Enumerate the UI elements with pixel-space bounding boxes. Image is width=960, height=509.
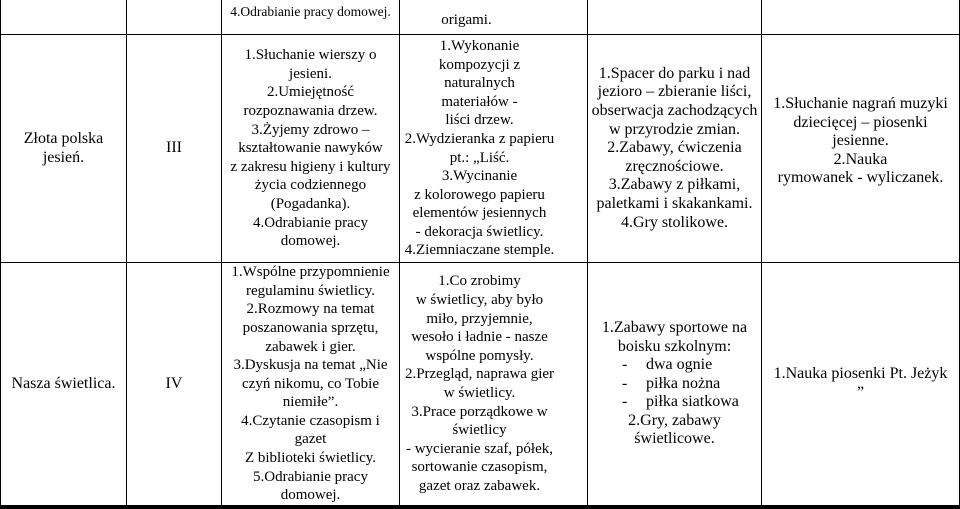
art-line: origami. [441, 12, 492, 28]
activity-line: domowej. [280, 233, 341, 250]
activity-line: 2.Umiejętność [266, 84, 355, 101]
activity-line: z zakresu higieny i kultury [230, 158, 391, 175]
art-line: - wycieranie szaf, półek, [405, 440, 553, 457]
activity-line: 4.Odrabianie pracy domowej. [230, 4, 391, 19]
week-number: IV [165, 374, 183, 392]
game-line: 3.Zabawy z piłkami, [608, 176, 741, 194]
week-cell [127, 263, 222, 509]
music-line: rymowanek - wyliczanek. [777, 169, 944, 187]
art-cell [400, 0, 588, 35]
topic-cell [0, 0, 127, 35]
music-line: ” [856, 384, 865, 401]
activity-line: życia codziennego [254, 177, 367, 194]
art-line: elementów jesiennych [412, 205, 547, 222]
activities-cell [222, 263, 400, 509]
game-line: paletkami i skakankami. [596, 194, 753, 212]
music-cell [762, 263, 960, 509]
activity-line: 4.Odrabianie pracy [253, 214, 368, 231]
activity-line: czyń nikomu, co Tobie [242, 375, 379, 392]
games-cell [588, 263, 762, 509]
art-line: liści drzew. [445, 112, 514, 129]
art-line: gazet oraz zabawek. [418, 477, 541, 494]
list-item [622, 356, 761, 375]
game-line: 4.Gry stolikowe. [620, 213, 729, 231]
games-cell [588, 35, 762, 263]
game-line: obserwacja zachodzących [591, 102, 758, 120]
week-cell [127, 0, 222, 35]
art-line: - dekoracja świetlicy. [415, 223, 544, 240]
activities-cell [222, 0, 400, 35]
art-line: wesoło i ładnie - nasze [411, 329, 548, 346]
game-line: świetlicowe. [634, 430, 715, 448]
music-cell [762, 0, 960, 35]
activity-line: 1.Wspólne przypomnienie [231, 264, 390, 281]
art-line: 1.Co zrobimy [438, 273, 521, 290]
activity-line: poszanowania sprzętu, [242, 319, 379, 336]
week-cell [127, 35, 222, 263]
activity-line: 1.Słuchanie wierszy o [244, 47, 377, 64]
activity-line: kształtowanie nawyków [238, 140, 383, 157]
games-outro [628, 412, 721, 449]
week-number: III [166, 139, 182, 157]
games-intro [602, 319, 747, 356]
game-line: boisku szkolnym: [617, 337, 732, 355]
activity-line: jesieni. [289, 65, 332, 82]
music-line: 1.Nauka piosenki Pt. Jeżyk [773, 365, 948, 383]
activity-line: (Pogadanka). [270, 195, 351, 212]
bullet-dash: - [622, 393, 628, 411]
art-line: kompozycji z [438, 56, 521, 73]
art-cell [400, 263, 588, 509]
activity-line: rozpoznawania drzew. [243, 103, 378, 120]
activity-line: 3.Żyjemy zdrowo – [251, 121, 370, 138]
game-line: 2.Gry, zabawy [628, 411, 721, 429]
art-line: z kolorowego papieru [414, 186, 545, 203]
list-item-text: dwa ognie [646, 356, 713, 374]
sports-list [588, 356, 761, 412]
music-line: dziecięcej – piosenki [793, 113, 928, 131]
activities-cell [222, 35, 400, 263]
art-line: 2.Wydzieranka z papieru [404, 130, 555, 147]
topic-line: Nasza świetlica. [11, 374, 116, 392]
art-cell [400, 35, 588, 263]
activity-line: 2.Rozmowy na temat [246, 301, 375, 318]
activity-line: 5.Odrabianie pracy [253, 468, 368, 485]
music-line: 1.Słuchanie nagrań muzyki [773, 95, 948, 113]
topic-line: jesień. [42, 148, 85, 166]
game-line: 1.Spacer do parku i nad [598, 64, 751, 82]
art-line: pt.: „Liść. [449, 149, 510, 166]
activity-line: regulaminu świetlicy. [246, 282, 375, 299]
games-cell [588, 0, 762, 35]
art-line: świetlicy [452, 422, 507, 439]
art-line: sortowanie czasopism, [411, 459, 548, 476]
activity-line: zabawek i gier. [265, 338, 356, 355]
topic-line: Złota polska [23, 129, 104, 147]
game-line: 2.Zabawy, ćwiczenia [607, 139, 742, 157]
activity-line: 3.Dyskusja na temat „Nie [233, 357, 388, 374]
bullet-dash: - [622, 374, 628, 392]
game-line: zręcznościowe. [625, 157, 724, 175]
activity-line: 4.Czytanie czasopism i [241, 412, 380, 429]
art-line: 4.Ziemniaczane stemple. [404, 242, 555, 259]
topic-cell [0, 263, 127, 509]
art-line: w świetlicy, aby było [415, 292, 544, 309]
art-line: 3.Prace porządkowe w [411, 403, 548, 420]
bullet-dash: - [622, 356, 628, 374]
list-item-text: piłka nożna [646, 374, 721, 392]
activity-line: domowej. [280, 487, 341, 504]
art-line: wspólne pomysły. [425, 347, 534, 364]
game-line: jezioro – zbieranie liści, [597, 83, 752, 101]
art-line: 1.Wykonanie [439, 37, 520, 54]
art-line: w świetlicy. [443, 385, 516, 401]
activity-line: gazet [294, 431, 327, 448]
music-line: jesienne. [832, 132, 889, 150]
game-line: 1.Zabawy sportowe na [601, 318, 748, 336]
list-item-text: piłka siatkowa [646, 393, 739, 411]
art-line: materiałów - [441, 93, 518, 110]
activity-line: Z biblioteki świetlicy. [244, 450, 377, 467]
art-line: naturalnych [444, 75, 515, 92]
list-item [622, 393, 761, 412]
music-cell [762, 35, 960, 263]
art-line: miło, przyjemnie, [426, 310, 533, 327]
music-line: 2.Nauka [833, 150, 888, 168]
game-line: w przyrodzie zmian. [608, 120, 741, 138]
topic-cell [0, 35, 127, 263]
list-item [622, 375, 761, 394]
art-line: 3.Wycinanie [441, 168, 518, 185]
activity-line: niemiłe”. [282, 394, 339, 411]
art-line: 2.Przegląd, naprawa gier [404, 366, 555, 383]
